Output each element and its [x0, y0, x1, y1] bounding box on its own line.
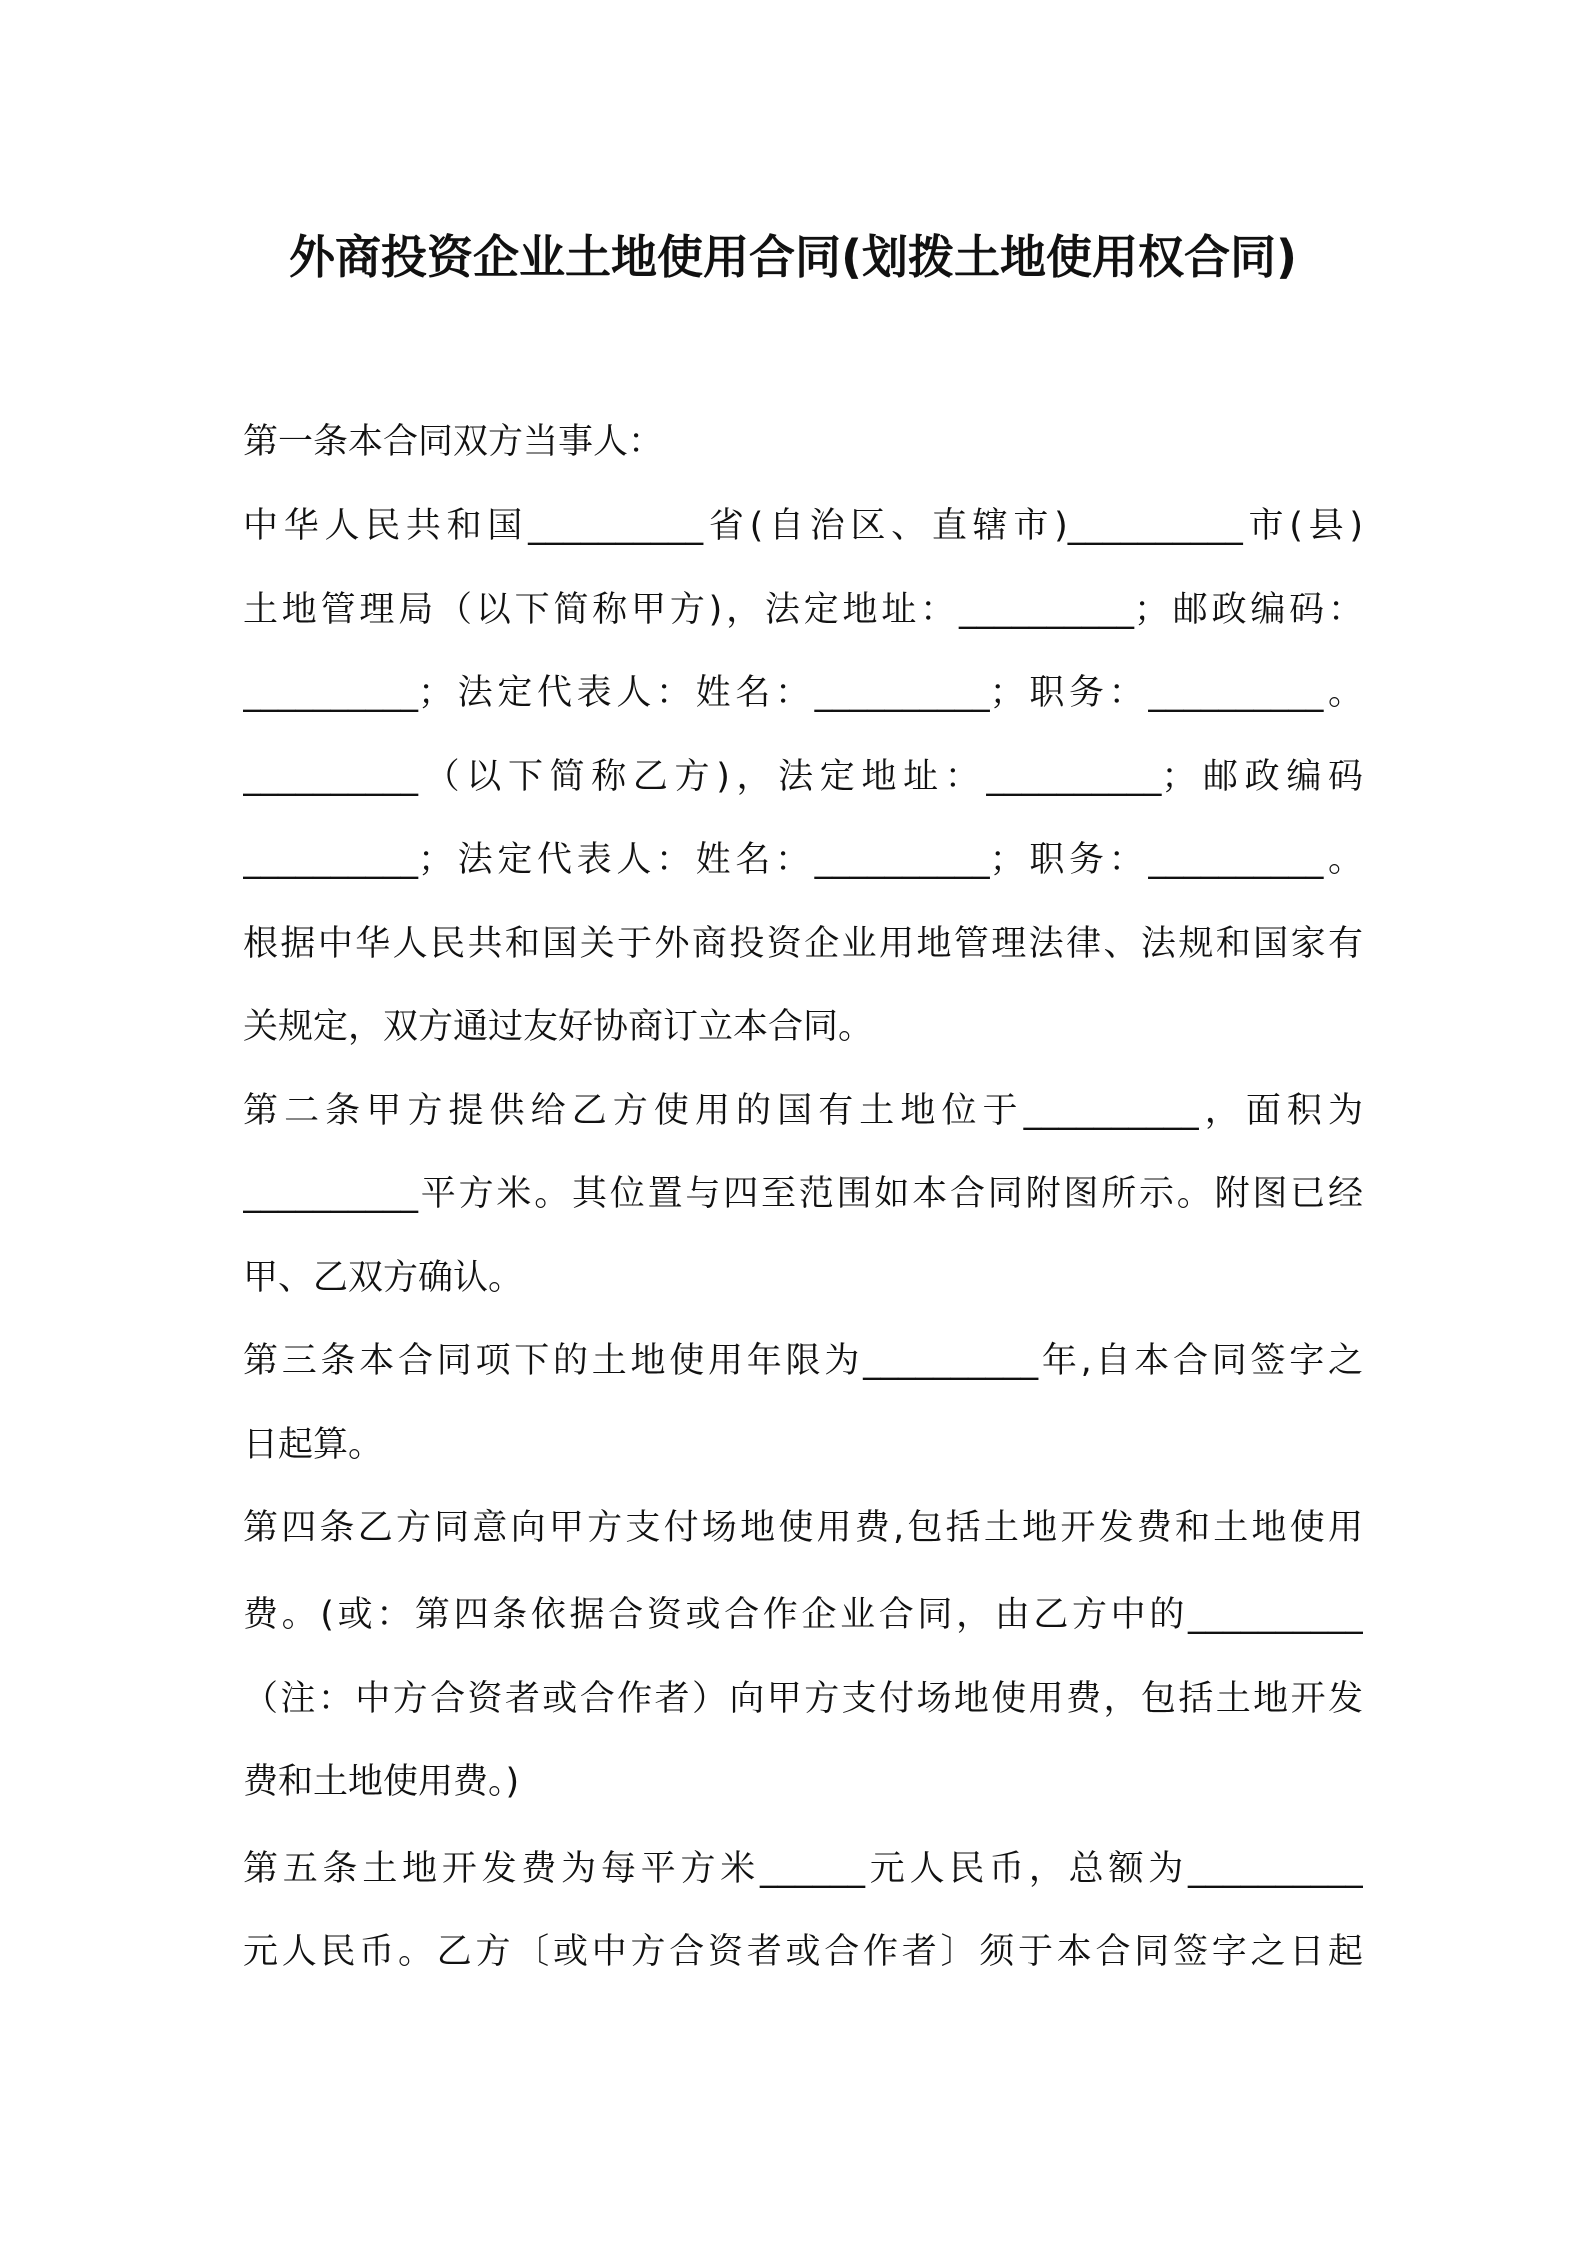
text-line: 第一条本合同双方当事人：	[243, 422, 664, 462]
text-line: 第五条土地开发费为每平方米______元人民币，总额为__________	[243, 1849, 1363, 1889]
text-line: 第四条乙方同意向甲方支付场地使用费,包括土地开发费和土地使用	[243, 1508, 1363, 1548]
text-line: __________；法定代表人：姓名：__________；职务：__________。	[243, 673, 1363, 713]
text-line: 中华人民共和国__________省(自治区、直辖市)__________市(县)	[243, 506, 1363, 546]
document-title: 外商投资企业土地使用合同(划拨土地使用权合同)	[288, 230, 1298, 284]
text-line: 甲、乙双方确认。	[243, 1258, 524, 1298]
text-line: __________（以下简称乙方)，法定地址：__________；邮政编码	[243, 757, 1363, 797]
text-line: 关规定，双方通过友好协商订立本合同。	[243, 1007, 874, 1047]
text-line: __________；法定代表人：姓名：__________；职务：__________。	[243, 840, 1363, 880]
text-line: 第三条本合同项下的土地使用年限为__________年,自本合同签字之	[243, 1341, 1363, 1381]
text-line: 第二条甲方提供给乙方使用的国有土地位于__________，面积为	[243, 1091, 1363, 1131]
text-line: 根据中华人民共和国关于外商投资企业用地管理法律、法规和国家有	[243, 924, 1363, 964]
text-line: 土地管理局（以下简称甲方)，法定地址：__________；邮政编码：	[243, 590, 1363, 630]
text-line: （注：中方合资者或合作者）向甲方支付场地使用费，包括土地开发	[243, 1679, 1363, 1719]
text-line: 日起算。	[243, 1425, 384, 1465]
text-line: 费和土地使用费。)	[243, 1762, 520, 1802]
text-line: __________平方米。其位置与四至范围如本合同附图所示。附图已经	[243, 1174, 1363, 1214]
text-line: 元人民币。乙方〔或中方合资者或合作者〕须于本合同签字之日起	[243, 1932, 1363, 1972]
text-line: 费。(或：第四条依据合资或合作企业合同，由乙方中的__________	[243, 1595, 1363, 1635]
